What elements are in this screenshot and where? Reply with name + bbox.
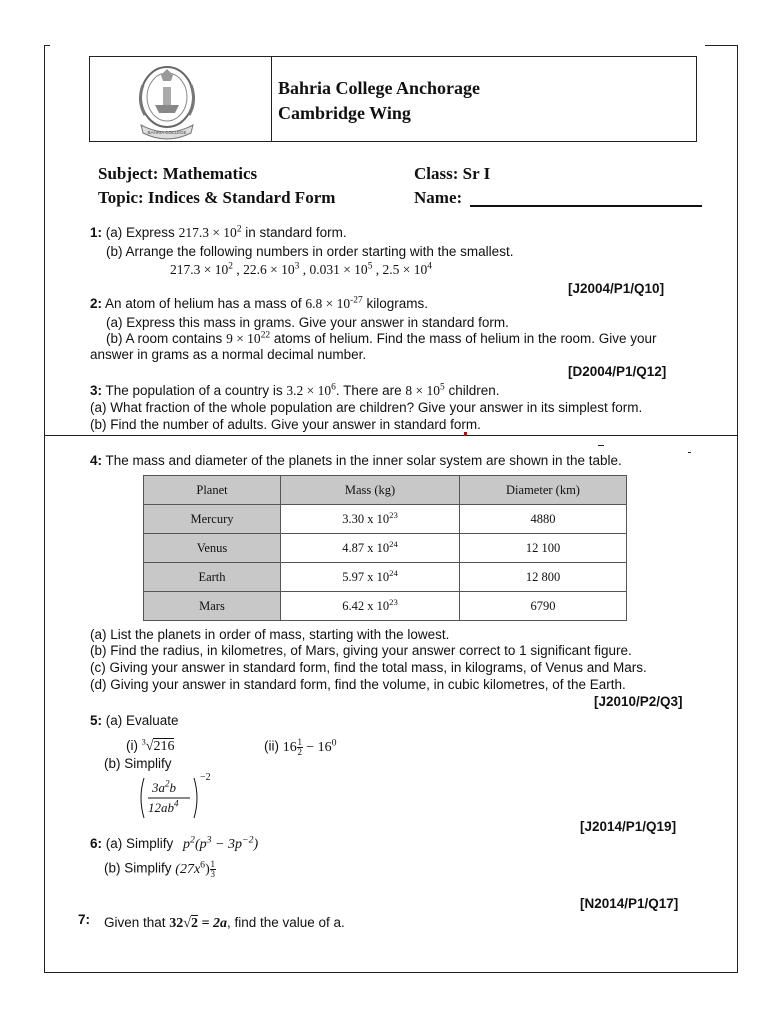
question-5: 5: (a) Evaluate (90, 713, 179, 728)
q1-part-a-pre: (a) Express (105, 225, 179, 240)
school-wing: Cambridge Wing (278, 103, 411, 123)
q7-number: 7: (78, 912, 91, 927)
question-6: 6: (a) Simplify $p^2(p^3 - 3p^{-2})$ (90, 834, 259, 852)
question-2: 2: An atom of helium has a mass of $6.8 \times 10^{-27}$ kilograms. (90, 295, 428, 311)
frame-left (44, 45, 45, 973)
list-item: $22.6 \times 10^3$ (243, 261, 300, 277)
planet-name: Mercury (144, 505, 281, 534)
q1-reference: [J2004/P1/Q10] (568, 281, 665, 296)
table-row (144, 505, 627, 534)
planet-mass: 5.97 x $10^{24}$ (281, 563, 460, 592)
q4-part-a: (a) List the planets in order of mass, starting with the lowest. (90, 627, 450, 642)
q3-part-b: (b) Find the number of adults. Give your answer in standard form. (90, 417, 481, 432)
question-4: 4: The mass and diameter of the planets in the inner solar system are shown in the table. (90, 453, 622, 468)
q1-number: 1: (90, 225, 103, 240)
planet-diameter: 4880 (460, 505, 627, 534)
q2-reference: [D2004/P1/Q12] (568, 364, 667, 379)
q4-part-d: (d) Giving your answer in standard form, find the volume, in cubic kilometres, of the Earth. (90, 677, 626, 692)
planet-table (143, 475, 627, 621)
q5-part-b: (b) Simplify (104, 756, 172, 771)
frame-right (737, 45, 738, 973)
q5-reference: [J2014/P1/Q19] (580, 819, 677, 834)
planet-name: Earth (144, 563, 281, 592)
header-divider (271, 56, 272, 142)
frame-bottom (44, 972, 738, 973)
table-row (144, 563, 627, 592)
q3-part-a: (a) What fraction of the whole population are children? Give your answer in its simplest form. (90, 400, 643, 415)
question-7: Given that 32√2 = 2a, find the value of a. (104, 915, 345, 931)
q6-reference: [N2014/P1/Q17] (580, 896, 679, 911)
q2-part-a: (a) Express this mass in grams. Give your answer in standard form. (106, 315, 509, 330)
planet-diameter: 12 800 (460, 563, 627, 592)
planet-name: Venus (144, 534, 281, 563)
section-divider (44, 435, 738, 436)
question-3: 3: The population of a country is $3.2 \times 10^6$. There are $8 \times 10^5$ children. (90, 382, 500, 398)
q2-part-b: (b) A room contains $9 \times 10^{22}$ atoms of helium. Find the mass of helium in the room. Give your (106, 330, 657, 346)
topic-label: Topic: Indices & Standard Form (98, 188, 336, 207)
class-label: Class: Sr I (414, 164, 491, 183)
table-row (144, 592, 627, 621)
table-row (144, 534, 627, 563)
q1-number-list: $217.3 \times 10^2$ , $22.6 \times 10^3$ , $0.031 \times 10^5$ , $2.5 \times 10^4$ (170, 261, 432, 277)
q2-part-b-cont: answer in grams as a normal decimal number. (90, 347, 367, 362)
frame-top-left-tick (44, 45, 50, 46)
stray-mark (598, 445, 604, 446)
planet-mass: 4.87 x $10^{24}$ (281, 534, 460, 563)
q1-part-a-post: in standard form. (241, 225, 347, 240)
q5-fraction-expr: $3a^2b$ $12ab^4$ −2 (138, 776, 218, 820)
q6-part-b: (b) Simplify $(27x^6)$ $\frac{1}{3}$ (104, 859, 215, 879)
planet-diameter: 6790 (460, 592, 627, 621)
planet-diameter: 12 100 (460, 534, 627, 563)
list-item: $217.3 \times 10^2$ (170, 261, 233, 277)
column-header: Diameter (km) (460, 476, 627, 505)
college-logo (127, 57, 207, 141)
q4-part-b: (b) Find the radius, in kilometres, of Mars, giving your answer correct to 1 significant figure. (90, 643, 632, 658)
name-field[interactable] (470, 205, 702, 207)
column-header: Planet (144, 476, 281, 505)
table-header-row (144, 476, 627, 505)
planet-name: Mars (144, 592, 281, 621)
cube-root-expr: $^3$√216 (141, 737, 175, 754)
q4-reference: [J2010/P2/Q3] (594, 694, 683, 709)
name-label: Name: (414, 188, 463, 207)
subject-label: Subject: Mathematics (98, 164, 258, 183)
q4-part-c: (c) Giving your answer in standard form, find the total mass, in kilograms, of Venus and Mars. (90, 660, 647, 675)
column-header: Mass (kg) (281, 476, 460, 505)
q5-part-i: (i) $^3$√216 (126, 737, 175, 754)
list-item: $2.5 \times 10^4$ (382, 261, 432, 277)
school-name: Bahria College Anchorage (278, 78, 480, 98)
list-item: $0.031 \times 10^5$ (309, 261, 373, 277)
q1-expr: $217.3 \times 10^2$ (178, 224, 242, 240)
q1-part-b: (b) Arrange the following numbers in order starting with the smallest. (106, 244, 514, 259)
q5-part-ii: (ii) 16 $\frac{1}{2}$ − $16^0$ (264, 737, 337, 757)
svg-text:BAHRIA COLLEGE: BAHRIA COLLEGE (147, 130, 187, 135)
frame-top-right (705, 45, 738, 46)
stray-mark (688, 452, 691, 453)
question-1 (90, 225, 347, 241)
planet-mass: 6.42 x $10^{23}$ (281, 592, 460, 621)
planet-mass: 3.30 x $10^{23}$ (281, 505, 460, 534)
